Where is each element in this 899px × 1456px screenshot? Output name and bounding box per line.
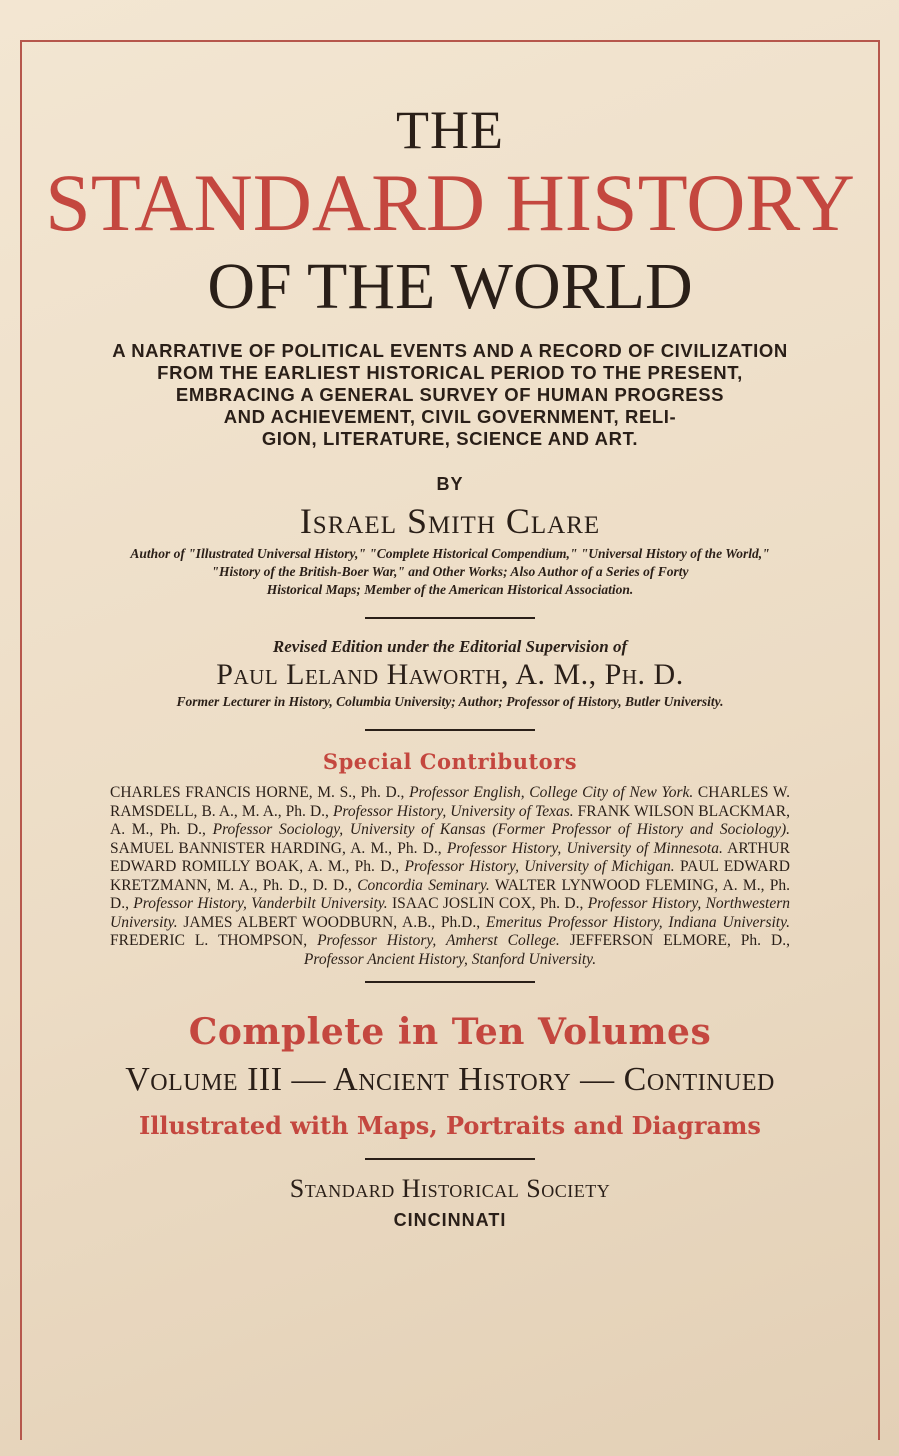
editor-credits: Former Lecturer in History, Columbia University; Author; Professor of History, Butler University.	[176, 694, 724, 709]
contributor-role: Emeritus Professor History, Indiana University.	[485, 913, 790, 931]
author-name: Israel Smith Clare	[299, 501, 601, 541]
publisher-name: Standard Historical Society	[289, 1174, 611, 1203]
complete-in-ten-volumes: Complete in Ten Volumes	[188, 1011, 712, 1053]
revised-edition-note: Revised Edition under the Editorial Supervision of	[272, 637, 628, 656]
contributor-name: ISAAC JOSLIN COX, Ph. D.,	[387, 895, 588, 912]
contributor-role: Professor History, University of Texas.	[332, 802, 574, 820]
subtitle	[40, 340, 860, 450]
contributor-role: Professor History, University of Minnesota.	[446, 839, 723, 857]
contributor-role: Professor History, Amherst College.	[317, 932, 560, 949]
subtitle-line: FROM THE EARLIEST HISTORICAL PERIOD TO THE PRESENT,	[157, 362, 743, 383]
editor-name: Paul Leland Haworth, A. M., Ph. D.	[216, 658, 684, 691]
contributor-role: Professor History, Northwestern University.	[110, 895, 790, 931]
title-line-standard-history: STANDARD HISTORY	[45, 157, 855, 248]
contributor-name: JEFFERSON ELMORE, Ph. D.,	[559, 932, 790, 949]
author-credits-line: Historical Maps; Member of the American Historical Association.	[266, 582, 634, 597]
contributors-list	[110, 784, 790, 969]
subtitle-line: GION, LITERATURE, SCIENCE AND ART.	[261, 428, 639, 449]
subtitle-line: AND ACHIEVEMENT, CIVIL GOVERNMENT, RELI-	[223, 406, 677, 427]
contributor-name: FREDERIC L. THOMPSON,	[110, 932, 318, 949]
divider-rule	[365, 729, 535, 731]
contributor-name: ARTHUR EDWARD ROMILLY BOAK, A. M., Ph. D.,	[110, 839, 790, 875]
subtitle-line: A NARRATIVE OF POLITICAL EVENTS AND A RECORD OF CIVILIZATION	[112, 340, 788, 361]
author-credits-line: Author of "Illustrated Universal History," "Complete Historical Compendium," "Universal History of the World,"	[130, 546, 770, 561]
title-line-of-the-world: OF THE WORLD	[207, 250, 693, 323]
contributor-role: Professor English, College City of New York.	[409, 784, 694, 801]
contributor-role: Professor History, University of Michigan.	[404, 858, 675, 875]
author-credits	[40, 545, 860, 599]
contributor-name: PAUL EDWARD KRETZMANN, M. A., Ph. D., D. D.,	[110, 858, 790, 894]
contributor-role: Professor Sociology, University of Kansas (Former Professor of History and Sociology).	[212, 821, 791, 838]
by-label: BY	[436, 474, 464, 494]
divider-rule	[365, 1158, 535, 1160]
contributor-name: WALTER LYNWOOD FLEMING, A. M., Ph. D.,	[110, 876, 790, 912]
subtitle-line: EMBRACING A GENERAL SURVEY OF HUMAN PROGRESS	[175, 384, 725, 405]
contributor-name: SAMUEL BANNISTER HARDING, A. M., Ph. D.,	[110, 839, 447, 857]
publisher-city: CINCINNATI	[393, 1210, 507, 1230]
title-line-the: THE	[396, 100, 504, 160]
volume-title: Volume III — Ancient History — Continued	[125, 1061, 775, 1098]
divider-rule	[365, 981, 535, 983]
special-contributors-heading: Special Contributors	[322, 749, 578, 774]
contributor-role: Concordia Seminary.	[357, 876, 490, 894]
contributor-role: Professor History, Vanderbilt University.	[133, 895, 388, 912]
contributor-name: FRANK WILSON BLACKMAR, A. M., Ph. D.,	[110, 802, 791, 838]
title-page-content	[30, 100, 870, 1231]
illustrated-note: Illustrated with Maps, Portraits and Diagrams	[139, 1111, 761, 1140]
contributor-name: CHARLES FRANCIS HORNE, M. S., Ph. D.,	[110, 784, 410, 801]
contributor-name: CHARLES W. RAMSDELL, B. A., M. A., Ph. D.,	[110, 784, 790, 820]
divider-rule	[365, 617, 535, 619]
contributor-name: JAMES ALBERT WOODBURN, A.B., Ph.D.,	[177, 913, 486, 931]
author-credits-line: "History of the British-Boer War," and Other Works; Also Author of a Series of Forty	[211, 564, 689, 579]
contributor-role: Professor Ancient History, Stanford University.	[303, 950, 597, 968]
